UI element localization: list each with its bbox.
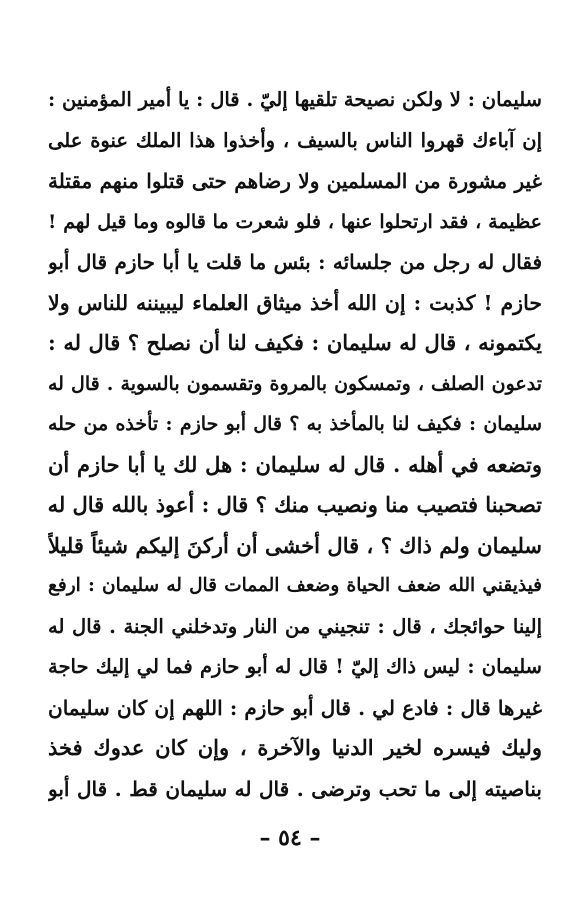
text-line: سليمان : ليس ذاك إليّ ! قال له أبو حازم فما لي إليك حاجة — [48, 655, 542, 678]
text-line: بناصيته إلى ما تحب وترضى . قال له سليمان قط . قال أبو — [48, 776, 542, 801]
text-line: وتضعه في أهله . قال له سليمان : هل لك يا أبا حازم أن — [48, 451, 542, 477]
text-line: سليمان : لا ولكن نصيحة تلقيها إليّ . قال : يا أمير المؤمنين : — [48, 88, 542, 111]
text-line: عظيمة ، فقد ارتحلوا عنها ، فلو شعرت ما قالوه وما قيل لهم ! — [48, 210, 542, 233]
text-line: إن آباءك قهروا الناس بالسيف ، وأخذوا هذا الملك عنوة على — [48, 128, 542, 152]
body-text — [48, 80, 542, 809]
text-line: تدعون الصلف ، وتمسكون بالمروة وتقسمون بالسوية . قال له — [48, 372, 542, 395]
text-line: غيرها قال : فادع لي . قال أبو حازم : اللهم إن كان سليمان — [48, 695, 542, 720]
text-line: سليمان : فكيف لنا بالمأخذ به ؟ قال أبو حازم : تأخذه من حله — [48, 413, 542, 435]
text-line: إلينا حوائجك ، قال : تنجيني من النار وتدخلني الجنة . قال له — [48, 614, 542, 638]
text-line: حازم ! كذبت : إن الله أخذ ميثاق العلماء ليبيننه للناس ولا — [48, 290, 542, 315]
text-line: فقال له رجل من جلسائه : بئس ما قلت يا أبا حازم قال أبو — [48, 250, 542, 274]
text-line: وليك فيسره لخير الدنيا والآخرة ، وإن كان عدوك فخذ — [48, 735, 542, 760]
text-line: تصحبنا فتصيب منا ونصيب منك ؟ قال : أعوذ بالله قال له — [48, 492, 542, 517]
text-line: فيذيقني الله ضعف الحياة وضعف الممات قال له سليمان : ارفع — [48, 575, 542, 596]
text-line: غير مشورة من المسلمين ولا رضاهم حتى قتلوا منهم مقتلة — [48, 169, 542, 193]
text-line: يكتمونه ، قال له سليمان : فكيف لنا أن نصلح ؟ قال له : — [48, 330, 542, 355]
page-number: – ٥٤ – — [259, 825, 321, 851]
text-line: سليمان ولم ذاك ؟ ، قال أخشى أن أركنَ إليكم شيئاً قليلاً — [48, 532, 542, 558]
